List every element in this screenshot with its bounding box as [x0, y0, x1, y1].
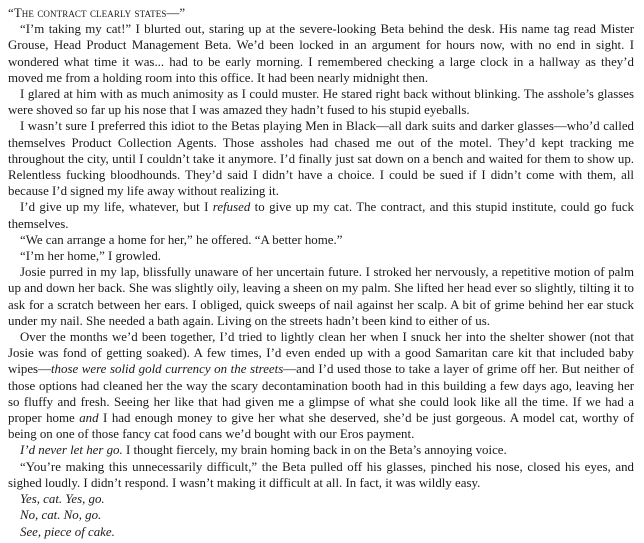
paragraph: [8, 442, 634, 458]
document-page: [8, 5, 634, 540]
verse-line-text: Yes, cat. Yes, go.: [20, 492, 105, 507]
italic-run: I’d never let her go.: [20, 443, 123, 458]
text-run: “You’re making this unnecessarily difficult,” the Beta pulled off his glasses, pinched his nose, closed his eyes, and sighed loudly. I didn’t respond. I wasn’t making it difficult at all. In fact, it was wildly easy.: [8, 459, 634, 490]
paragraph: [8, 264, 634, 329]
paragraph: [8, 118, 634, 199]
italic-run: those were solid gold currency on the streets: [50, 362, 284, 377]
text-run: Over the months we’d been together, I’d tried to lightly clean her when I snuck her into the shelter shower (not that Josie was fond of getting soaked). A few times, I’d even ended up with a good Samaritan care kit that included baby wipes—: [8, 330, 634, 377]
verse-line: [8, 507, 634, 523]
opening-smallcaps: “The contract clearly states—”: [8, 6, 186, 20]
text-run: I’d give up my life, whatever, but I: [20, 200, 213, 215]
body-paragraphs: [8, 21, 634, 491]
text-run: —and I’d used those to take a layer of grime off her. But neither of those options had cleaned her the way the scary decontamination booth had in this building a few days ago, leaving her so fluffy and fresh. Seeing her like that had given me a glimpse of what she could look like all the time. If we had a proper home: [8, 362, 634, 426]
text-run: I glared at him with as much animosity as I could muster. He stared right back without blinking. The asshole’s glasses were shoved so far up his nose that I was amazed they hadn’t fused to his stupid eyeballs.: [8, 87, 634, 118]
paragraph: [8, 459, 634, 491]
text-run: “I’m taking my cat!” I blurted out, staring up at the severe-looking Beta behind the desk. His name tag read Mister Grouse, Head Product Management Beta. We’d been locked in an argument for hours now, with no end in sight. I wondered what time it was... had to be early morning. I remembered checking a large clock in a hallway as they’d moved me from a holding room into this office. It had been nearly midnight then.: [8, 22, 634, 85]
paragraph: [8, 86, 634, 118]
verse-line: [8, 491, 634, 507]
text-run: to give up my cat. The contract, and this stupid institute, could go fuck themselves.: [8, 200, 635, 231]
text-run: Josie purred in my lap, blissfully unaware of her uncertain future. I stroked her nervously, a repetitive motion of palm up and down her back. She was slightly oily, leaving a sheen on my palm. She lifted her head ever so slightly, tilting it to ask for a scratch between her ears. I obliged, quick sweeps of nail against her scalp. A bit of grime behind her ear stuck under my nail. She needed a bath again. Living on the streets hadn’t been kind to either of us.: [8, 265, 634, 328]
opening-line: [8, 5, 634, 21]
paragraph: [8, 232, 634, 248]
verse-line: [8, 524, 634, 540]
italic-closing-lines: [8, 491, 634, 540]
text-run: “We can arrange a home for her,” he offered. “A better home.”: [20, 232, 343, 247]
text-run: I had enough money to give her what she deserved, she’d be just gorgeous. A model cat, worthy of being on one of those fancy cat food cans we’d bought with our Eros payment.: [8, 411, 634, 442]
paragraph: [8, 199, 634, 231]
paragraph: [8, 329, 634, 442]
text-run: “I’m her home,” I growled.: [20, 249, 162, 264]
text-run: I wasn’t sure I preferred this idiot to the Betas playing Men in Black—all dark suits and darker glasses—who’d called themselves Product Collection Agents. Those assholes had chased me out of the motel. They’d kept tracking me throughout the city, until I couldn’t take it anymore. I’d finally just sat down on a bench and waited for them to show up. Relentless fucking bloodhounds. They’d said I didn’t have a choice. I could be sued if I didn’t come with them, all because I’d signed my life away without realizing it.: [8, 119, 634, 199]
italic-run: refused: [212, 200, 251, 215]
paragraph: [8, 21, 634, 86]
verse-line-text: No, cat. No, go.: [20, 508, 102, 523]
verse-line-text: See, piece of cake.: [20, 524, 115, 539]
text-run: I thought fiercely, my brain homing back in on the Beta’s annoying voice.: [122, 443, 507, 458]
paragraph: [8, 248, 634, 264]
italic-run: and: [79, 411, 99, 426]
